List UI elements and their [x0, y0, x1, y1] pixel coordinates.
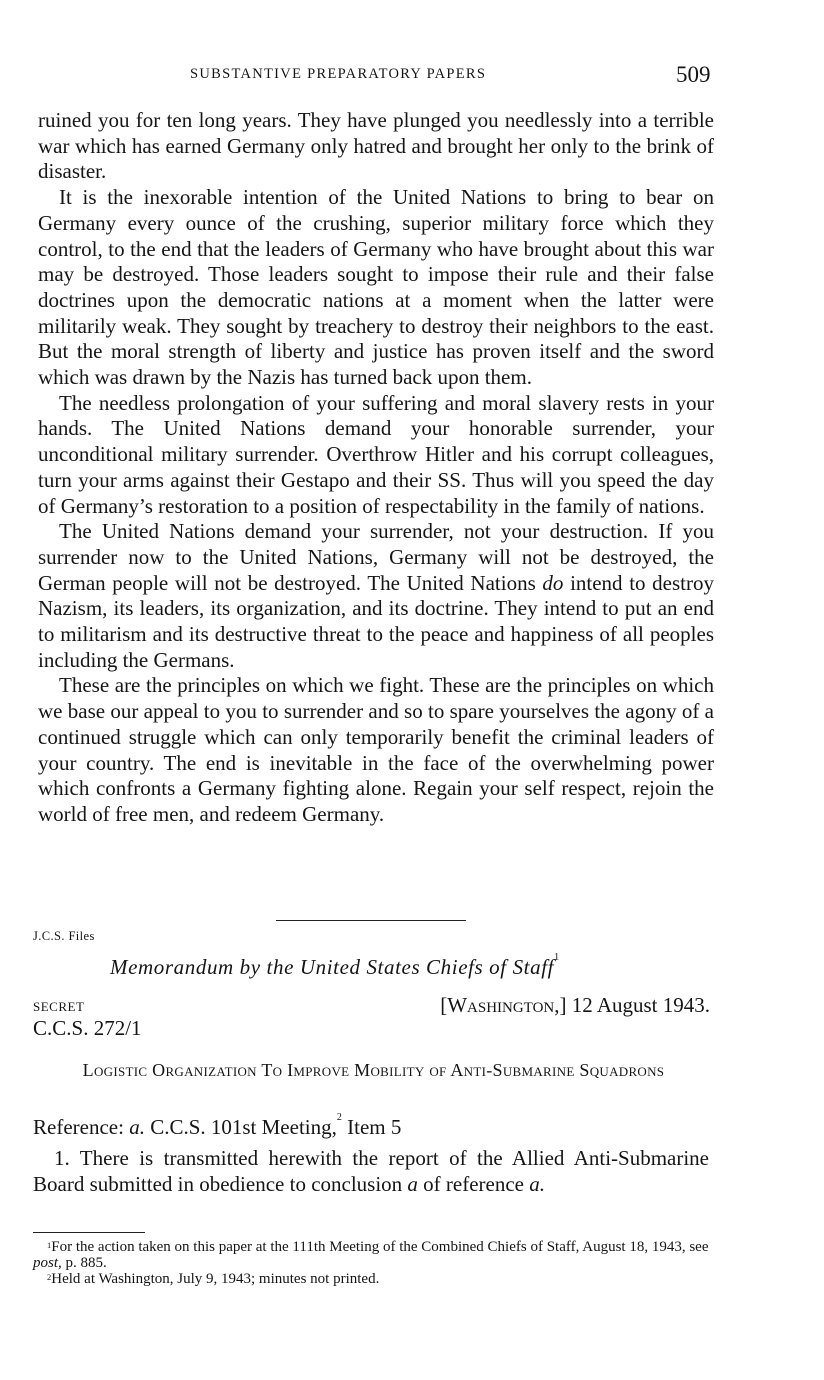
memo-item-1: [33, 1146, 709, 1197]
item-text: of reference: [423, 1171, 524, 1196]
date: 12 August 1943.: [571, 993, 710, 1017]
conclusion-letter: a: [407, 1171, 418, 1196]
footnote-2: [33, 1271, 711, 1287]
classification: SECRET: [33, 999, 85, 1014]
paragraph: It is the inexorable intention of the United Nations to bring to bear on Germany every ounce of the crushing, superior military force which they control, to the end that the leaders of Germany who have brought about this war may be destroyed. Those leaders sought to impose their rule and their false doctrines upon the democratic nations at a moment when the latter were militarily weak. They sought by treachery to destroy their neighbors to the east. But the moral strength of liberty and justice has proven itself and the sword which was drawn by the Nazis has turned back upon them.: [38, 185, 714, 390]
memo-title-text: Memorandum by the United States Chiefs of Staff: [110, 955, 555, 979]
section-divider: [276, 920, 466, 921]
paragraph: [38, 519, 714, 673]
running-title: SUBSTANTIVE PREPARATORY PAPERS: [190, 66, 487, 82]
reference-letter: a.: [529, 1171, 545, 1196]
paragraph-text: intend to destroy Nazism, its leaders, its organization, and its doctrine. They intend to put an end to militarism and its destructive threat to the peace and happiness of all peoples including the Germans.: [38, 570, 714, 672]
paragraph: The needless prolongation of your suffering and moral slavery rests in your hands. The United Nations demand your honorable surrender, your unconditional military surrender. Overthrow Hitler and his corrupt colleagues, turn your arms against their Gestapo and their SS. Thus will you speed the day of Germany’s restoration to a position of respectability in the family of nations.: [38, 390, 714, 518]
reference-line: [33, 1112, 402, 1140]
source-label: J.C.S. Files: [33, 929, 95, 943]
memo-title: [110, 952, 560, 980]
letter-body: [38, 108, 714, 828]
footnote-ref-1: 1: [554, 952, 560, 963]
footnote-1: [33, 1239, 711, 1271]
paragraph-text: The United Nations demand your surrender, not your destruction. If you surrender now to the United Nations, Germany will not be destroyed, the German people will not be destroyed. The United Nations: [38, 519, 714, 595]
footnote-divider: [33, 1232, 145, 1233]
paragraph: [33, 1146, 709, 1197]
page-number: 509: [676, 62, 711, 87]
memo-subject-heading: Logistic Organization To Improve Mobility of Anti-Submarine Squadrons: [82, 1060, 665, 1080]
footnote-ref-2: 2: [336, 1112, 342, 1123]
footnote-mark: 2: [47, 1272, 52, 1282]
paragraph-continued: ruined you for ten long years. They have plunged you needlessly into a terrible war which has earned Germany only hatred and brought her only to the brink of disaster.: [38, 108, 714, 184]
footnote-post: post,: [33, 1255, 62, 1271]
footnote-page: p. 885.: [65, 1255, 107, 1271]
footnotes: [33, 1239, 711, 1287]
dateline: [440, 993, 710, 1018]
reference-text: C.C.S. 101st Meeting,: [150, 1115, 337, 1139]
emphasis-do: do: [542, 570, 564, 595]
reference-item: Item 5: [347, 1115, 402, 1139]
footnote-text: Held at Washington, July 9, 1943; minutes not printed.: [51, 1271, 380, 1287]
footnote-text: For the action taken on this paper at the 111th Meeting of the Combined Chiefs of Staff, August 18, 1943, see: [51, 1239, 709, 1255]
reference-label: Reference:: [33, 1115, 124, 1139]
reference-letter: a.: [129, 1115, 145, 1139]
footnote-mark: 1: [47, 1240, 52, 1250]
paragraph: These are the principles on which we fight. These are the principles on which we base our appeal to you to surrender and so to spare yourselves the agony of a continued struggle which can only temporarily benefit the criminal leaders of your country. The end is inevitable in the face of the overwhelming power which confronts a Germany fighting alone. Regain your self respect, rejoin the world of free men, and redeem Germany.: [38, 673, 714, 826]
item-text: 1. There is transmitted herewith the report of the Allied Anti-Submarine Board submitted in obedience to conclusion: [33, 1146, 709, 1196]
document-number: C.C.S. 272/1: [33, 1016, 142, 1040]
place: [Washington,]: [440, 993, 567, 1017]
running-header: [0, 62, 824, 92]
